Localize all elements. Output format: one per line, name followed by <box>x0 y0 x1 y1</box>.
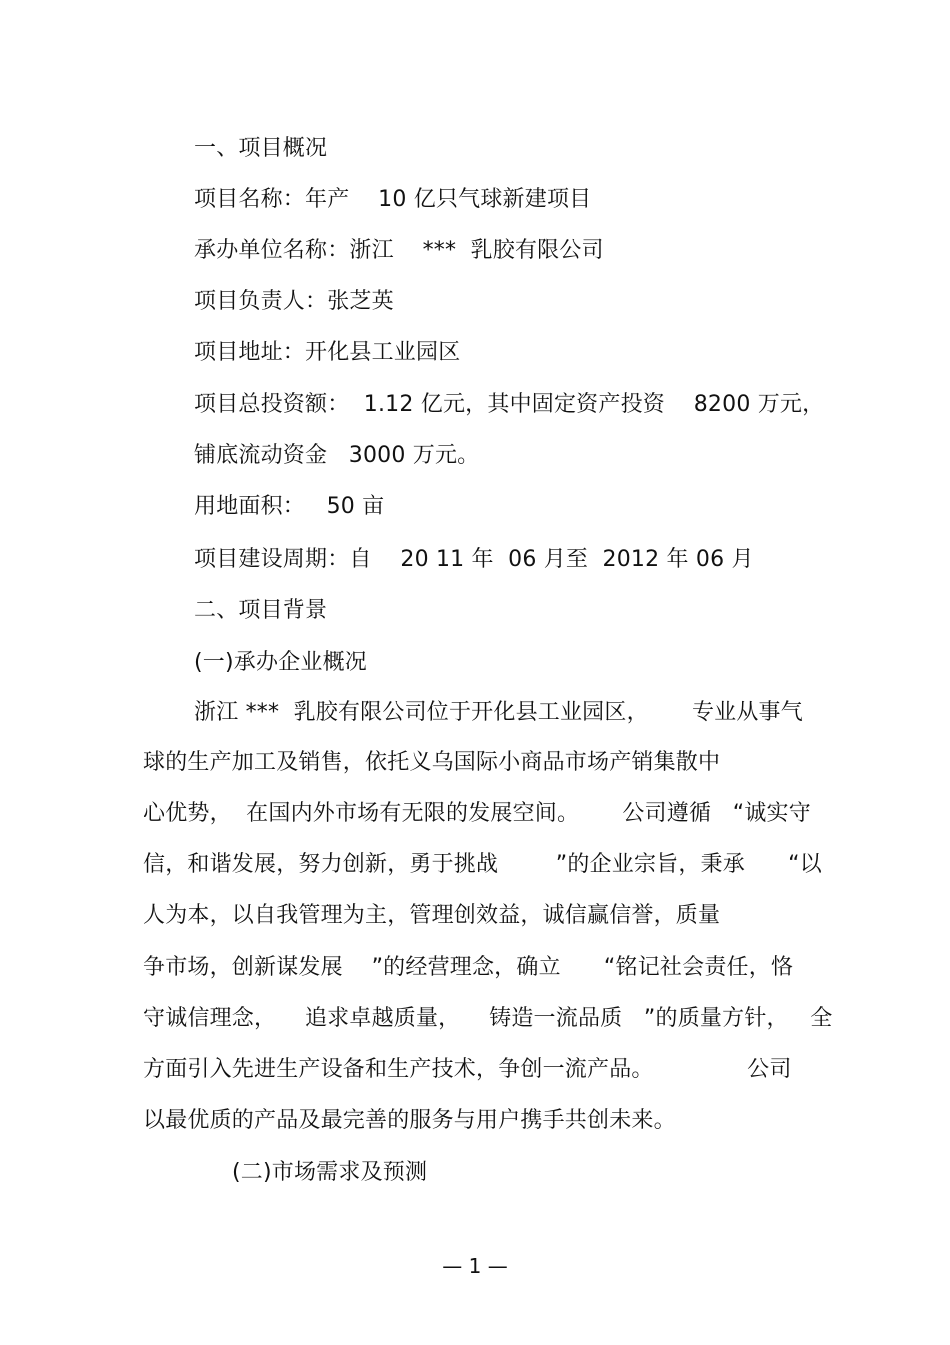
paragraph-line: 信，和谐发展，努力创新，勇于挑战 ”的企业宗旨，秉承 “以 <box>143 852 822 877</box>
project-name-line: 项目名称：年产 10 亿只气球新建项目 <box>194 187 592 212</box>
section-heading-background: 二、项目背景 <box>194 598 328 623</box>
host-unit-line: 承办单位名称：浙江 *** 乳胶有限公司 <box>194 238 604 263</box>
paragraph-line: 方面引入先进生产设备和生产技术，争创一流产品。 公司 <box>143 1057 792 1082</box>
land-area-line: 用地面积： 50 亩 <box>194 494 385 519</box>
paragraph-line: 浙江 *** 乳胶有限公司位于开化县工业园区， 专业从事气 <box>194 700 803 725</box>
construction-period-line: 项目建设周期：自 20 11 年 06 月至 2012 年 06 月 <box>194 547 754 572</box>
investment-line-1: 项目总投资额： 1.12 亿元，其中固定资产投资 8200 万元， <box>194 392 825 417</box>
investment-line-2: 铺底流动资金 3000 万元。 <box>194 443 480 468</box>
subsection-heading-company: (一)承办企业概况 <box>194 650 367 675</box>
paragraph-line: 心优势， 在国内外市场有无限的发展空间。 公司遵循 “诚实守 <box>143 801 811 826</box>
project-address-line: 项目地址：开化县工业园区 <box>194 340 461 365</box>
paragraph-line: 人为本，以自我管理为主，管理创效益，诚信赢信誉，质量 <box>143 903 721 928</box>
page-number: — 1 — <box>442 1254 508 1278</box>
section-heading-overview: 一、项目概况 <box>194 136 328 161</box>
paragraph-line: 以最优质的产品及最完善的服务与用户携手共创未来。 <box>143 1108 676 1133</box>
paragraph-line: 守诚信理念， 追求卓越质量， 铸造一流品质 ”的质量方针， 全 <box>143 1006 833 1031</box>
subsection-heading-market: (二)市场需求及预测 <box>232 1160 428 1185</box>
project-leader-line: 项目负责人：张芝英 <box>194 289 394 314</box>
paragraph-line: 球的生产加工及销售，依托义乌国际小商品市场产销集散中 <box>143 750 721 775</box>
paragraph-line: 争市场，创新谋发展 ”的经营理念，确立 “铭记社会责任，恪 <box>143 955 794 980</box>
